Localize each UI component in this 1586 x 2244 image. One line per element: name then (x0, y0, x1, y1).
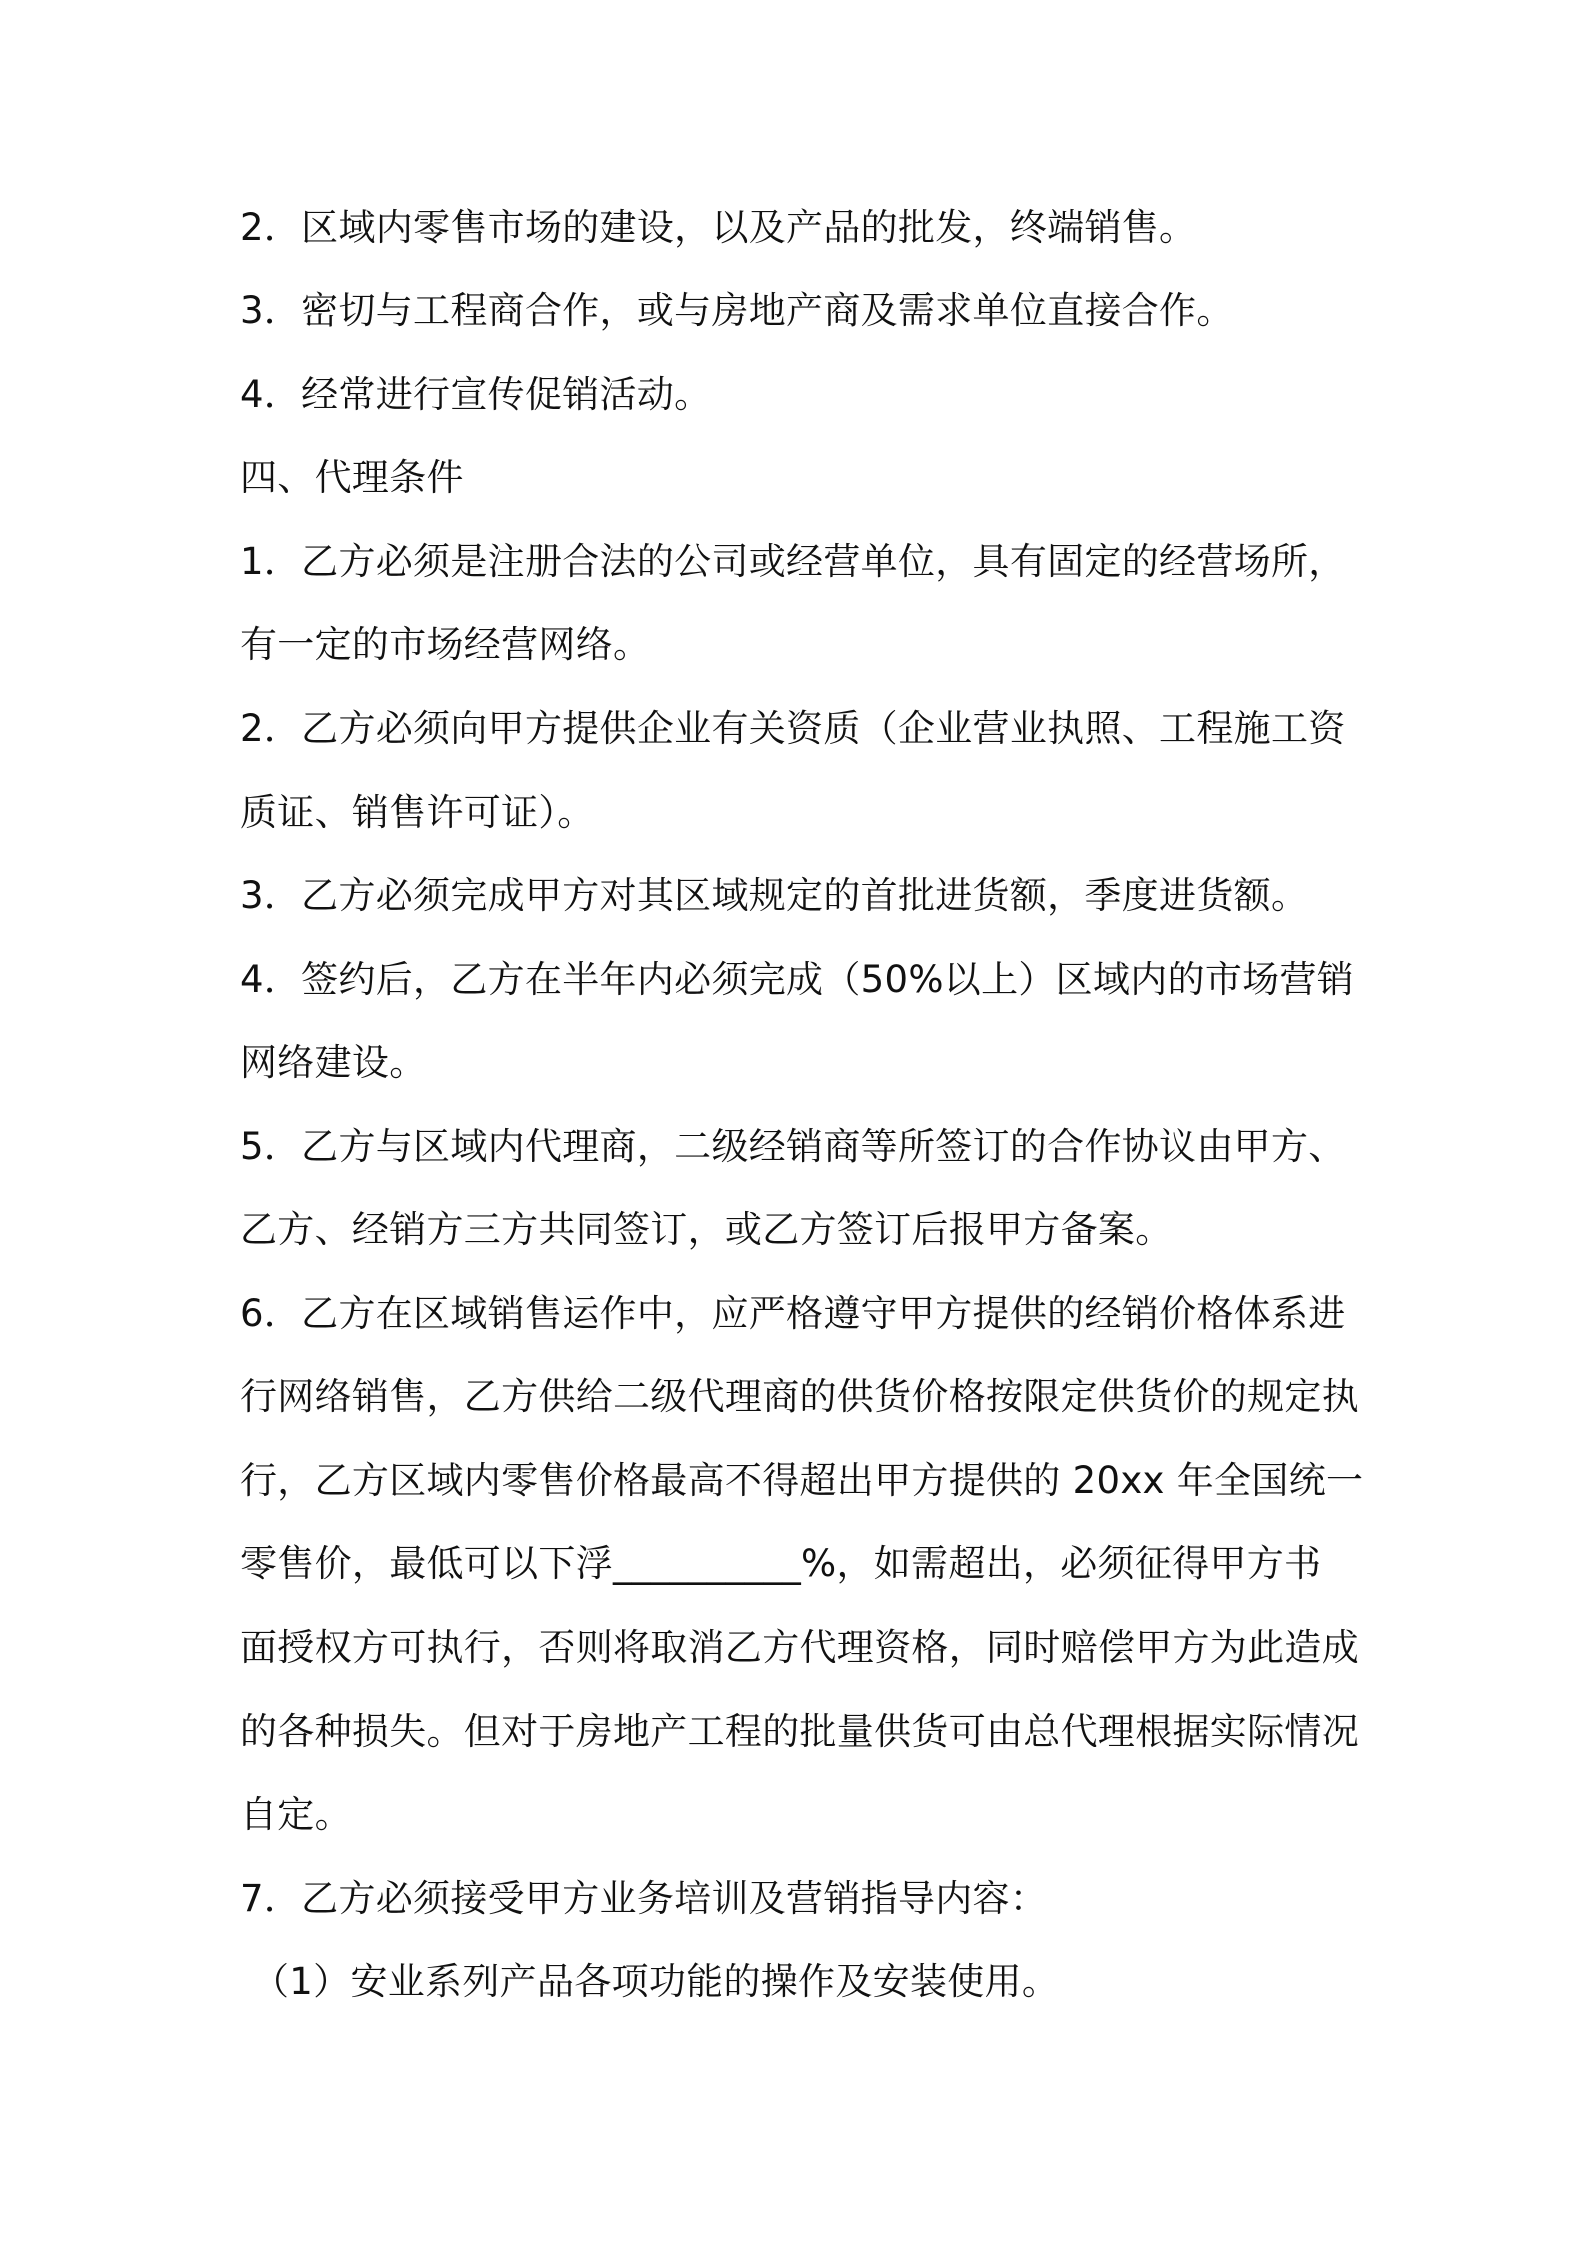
text-line-10: 4．签约后，乙方在半年内必须完成（50%以上）区域内的市场营销 (240, 958, 1355, 1001)
text-line-1: 2．区域内零售市场的建设，以及产品的批发，终端销售。 (240, 206, 1197, 249)
text-line-7: 2．乙方必须向甲方提供企业有关资质（企业营业执照、工程施工资 (240, 707, 1346, 750)
text-line-9: 3．乙方必须完成甲方对其区域规定的首批进货额，季度进货额。 (240, 874, 1309, 917)
text-line-3: 4．经常进行宣传促销活动。 (240, 373, 712, 416)
text-line-13: 乙方、经销方三方共同签订，或乙方签订后报甲方备案。 (240, 1208, 1173, 1251)
text-line-8: 质证、销售许可证）。 (240, 791, 595, 834)
text-line-21: 7．乙方必须接受甲方业务培训及营销指导内容： (240, 1877, 1048, 1920)
text-line-15: 行网络销售，乙方供给二级代理商的供货价格按限定供货价的规定执 (240, 1375, 1359, 1418)
section-heading: 四、代理条件 (240, 456, 464, 499)
text-line-16: 行，乙方区域内零售价格最高不得超出甲方提供的 20xx 年全国统一 (240, 1459, 1364, 1502)
text-line-5: 1．乙方必须是注册合法的公司或经营单位，具有固定的经营场所， (240, 540, 1346, 583)
text-line-19: 的各种损失。但对于房地产工程的批量供货可由总代理根据实际情况 (240, 1710, 1359, 1753)
text-line-18: 面授权方可执行，否则将取消乙方代理资格，同时赔偿甲方为此造成 (240, 1626, 1359, 1669)
text-line-6: 有一定的市场经营网络。 (240, 623, 651, 666)
text-line-17: 零售价，最低可以下浮__________%，如需超出，必须征得甲方书 (240, 1542, 1322, 1585)
text-line-22: （1）安业系列产品各项功能的操作及安装使用。 (252, 1960, 1060, 2003)
text-line-12: 5．乙方与区域内代理商，二级经销商等所签订的合作协议由甲方、 (240, 1125, 1346, 1168)
text-line-20: 自定。 (240, 1793, 352, 1836)
text-line-2: 3．密切与工程商合作，或与房地产商及需求单位直接合作。 (240, 289, 1234, 332)
text-line-14: 6．乙方在区域销售运作中，应严格遵守甲方提供的经销价格体系进 (240, 1292, 1346, 1335)
text-line-11: 网络建设。 (240, 1041, 427, 1084)
